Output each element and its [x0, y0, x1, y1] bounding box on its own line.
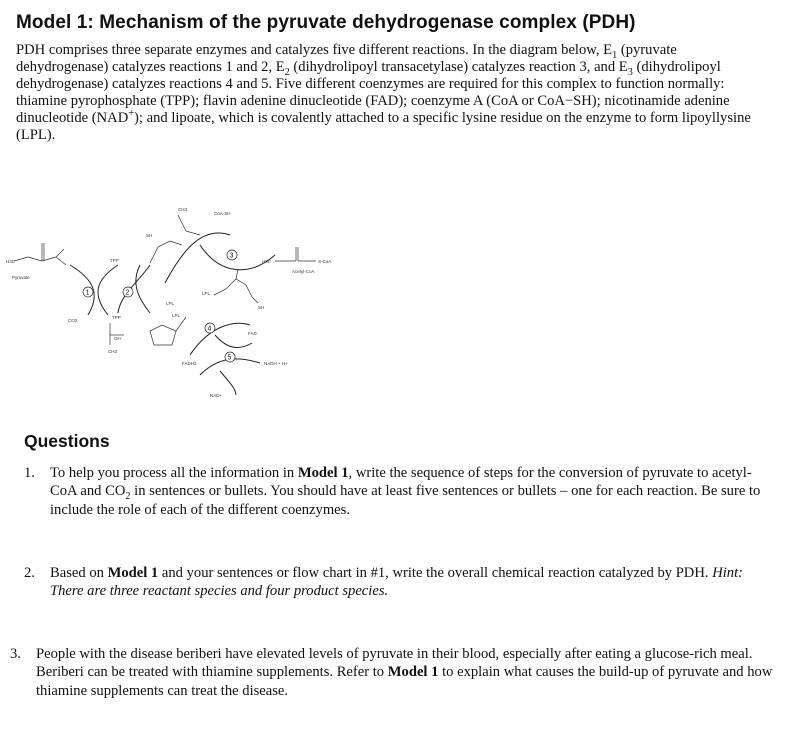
- text-run: , write the sequence of steps for the conversion of pyruvate to acetyl-CoA and CO: [50, 465, 752, 500]
- fad-label: FAD: [248, 331, 257, 336]
- question-text: [50, 564, 779, 601]
- s-coa-label: S-CoA: [318, 259, 332, 264]
- question-text: [36, 645, 775, 700]
- text-run: Model 1: [387, 664, 439, 681]
- tpp-label-lower: TPP: [112, 315, 121, 320]
- question-text: [50, 464, 776, 519]
- text-run: PDH comprises three separate enzymes and catalyzes five different reactions. In the diagram below, E: [16, 42, 613, 58]
- question-number: 3.: [10, 646, 21, 662]
- text-run: +: [128, 108, 135, 120]
- acetyl-coa-label: Acetyl-CoA: [292, 269, 315, 274]
- nad-label: NAD+: [210, 393, 223, 398]
- dihydrolipoyl: [214, 269, 258, 303]
- text-run: 2: [125, 491, 131, 503]
- questions-heading: Questions: [24, 431, 110, 451]
- text-run: (dihydrolipoyl transacetylase) catalyzes reaction 3, and E: [289, 59, 628, 76]
- pyruvate-label: Pyruvate: [12, 275, 30, 280]
- hydroxyethyl-tpp: [110, 323, 124, 345]
- text-run: People with the disease beriberi have elevated levels of pyruvate in their blood, especially after eating a glucose-rich meal. Beriberi can be treated with thiamine supplements. Refer to: [36, 646, 753, 681]
- text-run: Based on: [50, 565, 108, 581]
- fadh2-label: FADH2: [182, 361, 197, 366]
- pyruvate-ch3-label: H3C: [6, 259, 16, 264]
- text-run: 2: [284, 67, 290, 78]
- ch3-lower-label: CH3: [108, 349, 118, 354]
- nadh-label: NADH + H+: [264, 361, 288, 366]
- acetyl-ch3-label: H3C: [262, 259, 272, 264]
- hydroxyl-label: OH: [114, 336, 121, 341]
- text-run: (pyruvate dehydrogenase) catalyzes reactions 1 and 2, E: [16, 42, 677, 76]
- step-3-label: 3: [229, 252, 234, 260]
- acetyl-lipoyl: [150, 215, 200, 263]
- text-run: 3: [627, 67, 633, 78]
- step-5-label: 5: [227, 354, 232, 362]
- question-2: [24, 564, 779, 601]
- step-4-label: 4: [207, 325, 212, 333]
- lpl-label-left: LPL: [166, 301, 175, 306]
- text-run: Model 1: [297, 465, 349, 481]
- model-intro-paragraph: [16, 42, 771, 145]
- question-number: 1.: [24, 465, 35, 481]
- tpp-label-top: TPP: [110, 258, 119, 263]
- step-2-label: 2: [125, 289, 130, 297]
- lpl-label-middle: LPL: [202, 291, 211, 296]
- text-run: Model 1: [107, 565, 159, 581]
- lipoyl-ring-oxidized: [150, 317, 186, 345]
- text-run: in sentences or bullets. You should have at least five sentences or bullets – one for each reaction. Be sure to include the role of each of the different coenzymes.: [50, 483, 761, 518]
- text-run: 1: [612, 49, 618, 61]
- e1-tpp-curves: [70, 265, 150, 315]
- text-run: to explain what causes the build-up of pyruvate and how thiamine supplements can treat the disease.: [36, 664, 773, 699]
- pdh-mechanism-diagram: [0, 185, 360, 405]
- co2-label: CO2: [68, 318, 78, 323]
- pyruvate-structure: [14, 243, 66, 265]
- question-1: [24, 464, 776, 519]
- sh-top-label: SH: [146, 233, 153, 238]
- text-run: ); and lipoate, which is covalently attached to a specific lysine residue on the enzyme to form lipoyllysine (LPL).: [16, 110, 751, 144]
- coash-label: CoA-SH: [214, 211, 231, 216]
- model-title: Model 1: Mechanism of the pyruvate dehydrogenase complex (PDH): [16, 12, 636, 33]
- question-number: 2.: [24, 565, 35, 581]
- e2-transfer-curves: [165, 233, 275, 283]
- text-run: and your sentences or flow chart in #1, write the overall chemical reaction catalyzed by PDH.: [158, 565, 713, 581]
- text-run: Hint: There are three reactant species and four product species.: [50, 565, 743, 600]
- ch3-top-label: CH3: [178, 207, 188, 212]
- lpl-label-lower: LPL: [172, 313, 181, 318]
- text-run: (dihydrolipoyl dehydrogenase) catalyzes reactions 4 and 5. Five different coenzymes are required for this complex to function normally: thiamine pyrophosphate (TPP); flavin adenine dinucleotide (FAD); coenzyme A (CoA or CoA−SH); nicotinamide adenine dinucleotide (NAD: [16, 59, 730, 127]
- acetyl-coa-structure: [275, 247, 316, 261]
- sh-right-label: SH: [258, 305, 265, 310]
- step-1-label: 1: [85, 289, 90, 297]
- question-3: [10, 645, 775, 700]
- text-run: To help you process all the information in: [50, 465, 298, 481]
